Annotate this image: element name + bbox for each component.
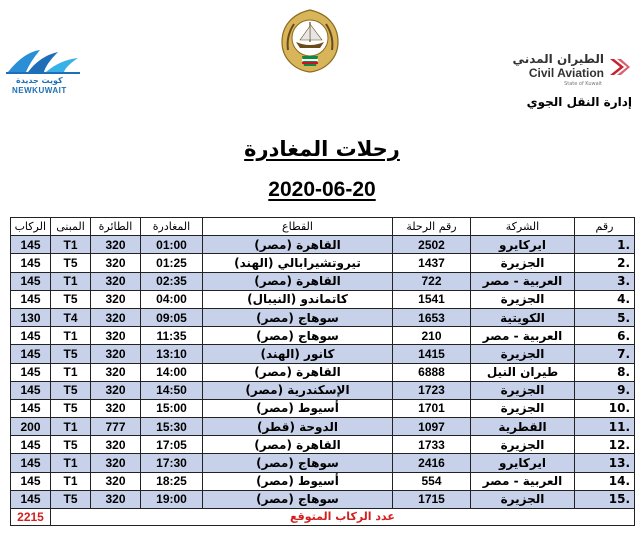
table-row [11,490,635,508]
passengers-cell: 145 [11,472,51,490]
aircraft-cell: 320 [91,236,141,254]
column-header-route: القطاع [203,218,393,236]
route-cell: سوهاج (مصر) [203,327,393,345]
departures-table [10,217,635,526]
airline-cell: العربية - مصر [471,472,575,490]
departure-time-cell: 02:35 [141,272,203,290]
table-row [11,345,635,363]
aircraft-cell: 320 [91,308,141,326]
page-title [0,137,644,161]
column-header-departure: المغادرة [141,218,203,236]
aircraft-cell: 320 [91,436,141,454]
aircraft-cell: 320 [91,399,141,417]
column-header-terminal: المبنى [51,218,91,236]
departure-time-cell: 01:00 [141,236,203,254]
new-kuwait-logo-english: NEWKUWAIT [12,86,67,95]
terminal-cell: T5 [51,254,91,272]
row-number: .14 [575,472,635,490]
page-header [0,0,644,115]
departure-time-cell: 17:30 [141,454,203,472]
terminal-cell: T5 [51,436,91,454]
airline-cell: ايركايرو [471,454,575,472]
flight-number-cell: 722 [393,272,471,290]
route-cell: الدوحة (قطر) [203,418,393,436]
flight-number-cell: 1701 [393,399,471,417]
table-row [11,254,635,272]
row-number: .13 [575,454,635,472]
terminal-cell: T1 [51,472,91,490]
row-number: .4 [575,290,635,308]
airline-cell: العربية - مصر [471,272,575,290]
route-cell: القاهرة (مصر) [203,436,393,454]
airline-cell: الجزيرة [471,399,575,417]
departure-time-cell: 19:00 [141,490,203,508]
route-cell: القاهرة (مصر) [203,236,393,254]
civil-aviation-logo-arabic: الطيران المدني [512,52,604,66]
table-row [11,399,635,417]
airline-cell: ايركايرو [471,236,575,254]
page-title-text: رحلات المغادرة [244,137,400,161]
airline-cell: القطرية [471,418,575,436]
route-cell: كاتماندو (النيبال) [203,290,393,308]
departure-time-cell: 18:25 [141,472,203,490]
flight-number-cell: 1541 [393,290,471,308]
table-row [11,272,635,290]
column-header-passengers: الركاب [11,218,51,236]
flight-number-cell: 2416 [393,454,471,472]
row-number: .7 [575,345,635,363]
table-row [11,418,635,436]
kuwait-emblem [278,8,342,74]
departure-time-cell: 04:00 [141,290,203,308]
total-label: عدد الركاب المتوقع [51,509,635,526]
aircraft-cell: 320 [91,490,141,508]
terminal-cell: T1 [51,418,91,436]
departure-time-cell: 15:00 [141,399,203,417]
terminal-cell: T5 [51,490,91,508]
passengers-cell: 145 [11,236,51,254]
row-number: .11 [575,418,635,436]
passengers-cell: 145 [11,345,51,363]
passengers-cell: 200 [11,418,51,436]
terminal-cell: T1 [51,272,91,290]
route-cell: القاهرة (مصر) [203,272,393,290]
airline-cell: الجزيرة [471,254,575,272]
row-number: .9 [575,381,635,399]
airline-cell: طيران النيل [471,363,575,381]
table-row [11,454,635,472]
airline-cell: العربية - مصر [471,327,575,345]
airline-cell: الكويتية [471,308,575,326]
departure-time-cell: 13:10 [141,345,203,363]
terminal-cell: T1 [51,363,91,381]
route-cell: الإسكندرية (مصر) [203,381,393,399]
passengers-cell: 145 [11,454,51,472]
departure-time-cell: 11:35 [141,327,203,345]
new-kuwait-logo-arabic: كويت جديدة [16,76,63,85]
aircraft-cell: 320 [91,381,141,399]
flight-number-cell: 6888 [393,363,471,381]
departure-time-cell: 14:00 [141,363,203,381]
airline-cell: الجزيرة [471,290,575,308]
table-row [11,290,635,308]
flight-number-cell: 1097 [393,418,471,436]
table-row [11,308,635,326]
aircraft-cell: 320 [91,454,141,472]
total-value: 2215 [11,509,51,526]
column-header-airline: الشركة [471,218,575,236]
aircraft-cell: 320 [91,472,141,490]
terminal-cell: T1 [51,236,91,254]
departure-time-cell: 14:50 [141,381,203,399]
row-number: .6 [575,327,635,345]
row-number: .2 [575,254,635,272]
passengers-cell: 145 [11,436,51,454]
route-cell: تيروتشيرابالي (الهند) [203,254,393,272]
table-header-row [11,218,635,236]
terminal-cell: T1 [51,454,91,472]
airline-cell: الجزيرة [471,490,575,508]
route-cell: سوهاج (مصر) [203,308,393,326]
flight-number-cell: 554 [393,472,471,490]
terminal-cell: T1 [51,327,91,345]
table-row [11,363,635,381]
row-number: .8 [575,363,635,381]
flight-number-cell: 1415 [393,345,471,363]
flight-date-text: 2020-06-20 [268,178,376,201]
flight-number-cell: 2502 [393,236,471,254]
row-number: .5 [575,308,635,326]
civil-aviation-logo [512,50,634,87]
aircraft-cell: 320 [91,290,141,308]
table-row [11,327,635,345]
column-header-number: رقم [575,218,635,236]
departure-time-cell: 09:05 [141,308,203,326]
terminal-cell: T5 [51,381,91,399]
route-cell: سوهاج (مصر) [203,490,393,508]
terminal-cell: T4 [51,308,91,326]
sail-boat-icon [4,46,82,76]
flight-number-cell: 1723 [393,381,471,399]
aircraft-cell: 320 [91,327,141,345]
kuwait-emblem-icon [278,8,342,74]
aircraft-cell: 777 [91,418,141,436]
route-cell: أسيوط (مصر) [203,399,393,417]
flight-number-cell: 1653 [393,308,471,326]
route-cell: القاهرة (مصر) [203,363,393,381]
passengers-cell: 145 [11,490,51,508]
passengers-cell: 145 [11,272,51,290]
aircraft-cell: 320 [91,254,141,272]
airline-cell: الجزيرة [471,345,575,363]
column-header-flight-number: رقم الرحلة [393,218,471,236]
civil-aviation-logo-english: Civil Aviation [528,66,604,80]
terminal-cell: T5 [51,399,91,417]
passengers-cell: 145 [11,363,51,381]
flight-number-cell: 1733 [393,436,471,454]
flight-date [0,178,644,202]
airline-cell: الجزيرة [471,436,575,454]
departure-time-cell: 01:25 [141,254,203,272]
aircraft-cell: 320 [91,272,141,290]
flight-number-cell: 1715 [393,490,471,508]
chevron-right-icon [608,56,630,78]
row-number: .3 [575,272,635,290]
aircraft-cell: 320 [91,363,141,381]
route-cell: أسيوط (مصر) [203,472,393,490]
departure-time-cell: 17:05 [141,436,203,454]
table-row [11,436,635,454]
table-row [11,472,635,490]
passengers-cell: 145 [11,381,51,399]
total-row [11,509,635,526]
table-row [11,236,635,254]
passengers-cell: 130 [11,308,51,326]
department-name: إدارة النقل الجوي [526,95,632,109]
row-number: .1 [575,236,635,254]
row-number: .15 [575,490,635,508]
passengers-cell: 145 [11,327,51,345]
airline-cell: الجزيرة [471,381,575,399]
flight-number-cell: 210 [393,327,471,345]
passengers-cell: 145 [11,399,51,417]
terminal-cell: T5 [51,345,91,363]
route-cell: كانور (الهند) [203,345,393,363]
column-header-aircraft: الطائرة [91,218,141,236]
new-kuwait-logo [4,46,84,96]
departure-time-cell: 15:30 [141,418,203,436]
row-number: .10 [575,399,635,417]
civil-aviation-logo-subtitle: State of Kuwait [564,81,602,87]
terminal-cell: T5 [51,290,91,308]
route-cell: سوهاج (مصر) [203,454,393,472]
table-row [11,381,635,399]
passengers-cell: 145 [11,290,51,308]
row-number: .12 [575,436,635,454]
aircraft-cell: 320 [91,345,141,363]
flight-number-cell: 1437 [393,254,471,272]
passengers-cell: 145 [11,254,51,272]
